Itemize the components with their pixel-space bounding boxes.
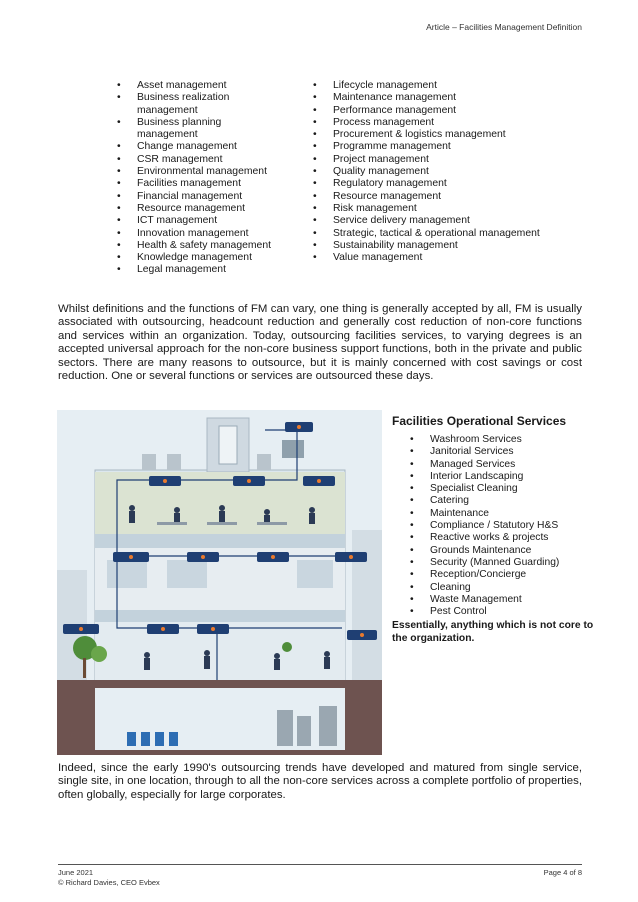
list-item: • Financial management: [117, 191, 282, 203]
list-item: • Asset management: [117, 80, 282, 92]
list-item: • Washroom Services: [410, 434, 559, 446]
footer-page-number: Page 4 of 8: [543, 868, 582, 877]
list-item: • Project management: [313, 154, 583, 166]
footer-date: June 2021: [58, 868, 94, 877]
list-item: • Facilities management: [117, 178, 282, 190]
list-item: • Change management: [117, 141, 282, 153]
list-item: • Resource management: [313, 191, 583, 203]
list-item: • Regulatory management: [313, 178, 583, 190]
list-item: • ICT management: [117, 215, 282, 227]
list-item: • Service delivery management: [313, 215, 583, 227]
building-illustration-svg: [57, 410, 382, 755]
footer-info: [58, 868, 160, 888]
paragraph-intro: Whilst definitions and the functions of FM can vary, one thing is generally accepted by all, FM is usually associated with outsourcing, headcount reduction and generally cost reduction of non-core functions and services within an organization. Today, outsourcing facilities services, to varying degrees is an accepted universal approach for the non-core business support functions, both in the private and public sectors. There are many reasons to outsource, but it is mainly concerned with cost savings or cost reduction. One or several functions or services are outsourced these days.: [58, 303, 582, 383]
list-item: • Managed Services: [410, 459, 559, 471]
list-item: • Business planning management: [117, 117, 282, 142]
list-item: • Legal management: [117, 264, 282, 276]
list-item: • Compliance / Statutory H&S: [410, 520, 559, 532]
list-item: • Innovation management: [117, 228, 282, 240]
list-item: • Strategic, tactical & operational management: [313, 228, 583, 240]
paragraph-outsourcing-trends: Indeed, since the early 1990's outsourcing trends have developed and matured from single service, single site, in one location, through to all the non-core services across a complete portfolio of properties, often globally, especially for large corporates.: [58, 762, 582, 801]
list-item: • Waste Management: [410, 594, 559, 606]
list-item: • Resource management: [117, 203, 282, 215]
list-item: • Quality management: [313, 166, 583, 178]
list-item: • Pest Control: [410, 606, 559, 618]
list-item: • Risk management: [313, 203, 583, 215]
list-item: • Business realization management: [117, 92, 282, 117]
list-item: • Reactive works & projects: [410, 532, 559, 544]
list-item: • Cleaning: [410, 582, 559, 594]
list-item: • Catering: [410, 495, 559, 507]
list-item: • Interior Landscaping: [410, 471, 559, 483]
list-item: • Knowledge management: [117, 252, 282, 264]
list-item: • Value management: [313, 252, 583, 264]
list-item: • Lifecycle management: [313, 80, 583, 92]
list-item: • Programme management: [313, 141, 583, 153]
header-title: Article – Facilities Management Definition: [426, 22, 582, 32]
list-item: • Maintenance management: [313, 92, 583, 104]
list-item: • Performance management: [313, 105, 583, 117]
list-item: • Sustainability management: [313, 240, 583, 252]
footer-copyright: © Richard Davies, CEO Evbex: [58, 878, 160, 887]
list-item: • Process management: [313, 117, 583, 129]
list-item: • Procurement & logistics management: [313, 129, 583, 141]
list-item: • Environmental management: [117, 166, 282, 178]
functions-list-right: [313, 80, 583, 264]
services-list: [410, 434, 559, 618]
services-note: Essentially, anything which is not core to the organization.: [392, 620, 594, 644]
list-item: • Reception/Concierge: [410, 569, 559, 581]
services-title: Facilities Operational Services: [392, 414, 567, 428]
list-item: • Maintenance: [410, 508, 559, 520]
list-item: • Security (Manned Guarding): [410, 557, 559, 569]
functions-list-left: [117, 80, 282, 277]
building-illustration: [57, 410, 382, 755]
list-item: • CSR management: [117, 154, 282, 166]
list-item: • Grounds Maintenance: [410, 545, 559, 557]
list-item: • Health & safety management: [117, 240, 282, 252]
list-item: • Specialist Cleaning: [410, 483, 559, 495]
list-item: • Janitorial Services: [410, 446, 559, 458]
footer-divider: [58, 864, 582, 865]
